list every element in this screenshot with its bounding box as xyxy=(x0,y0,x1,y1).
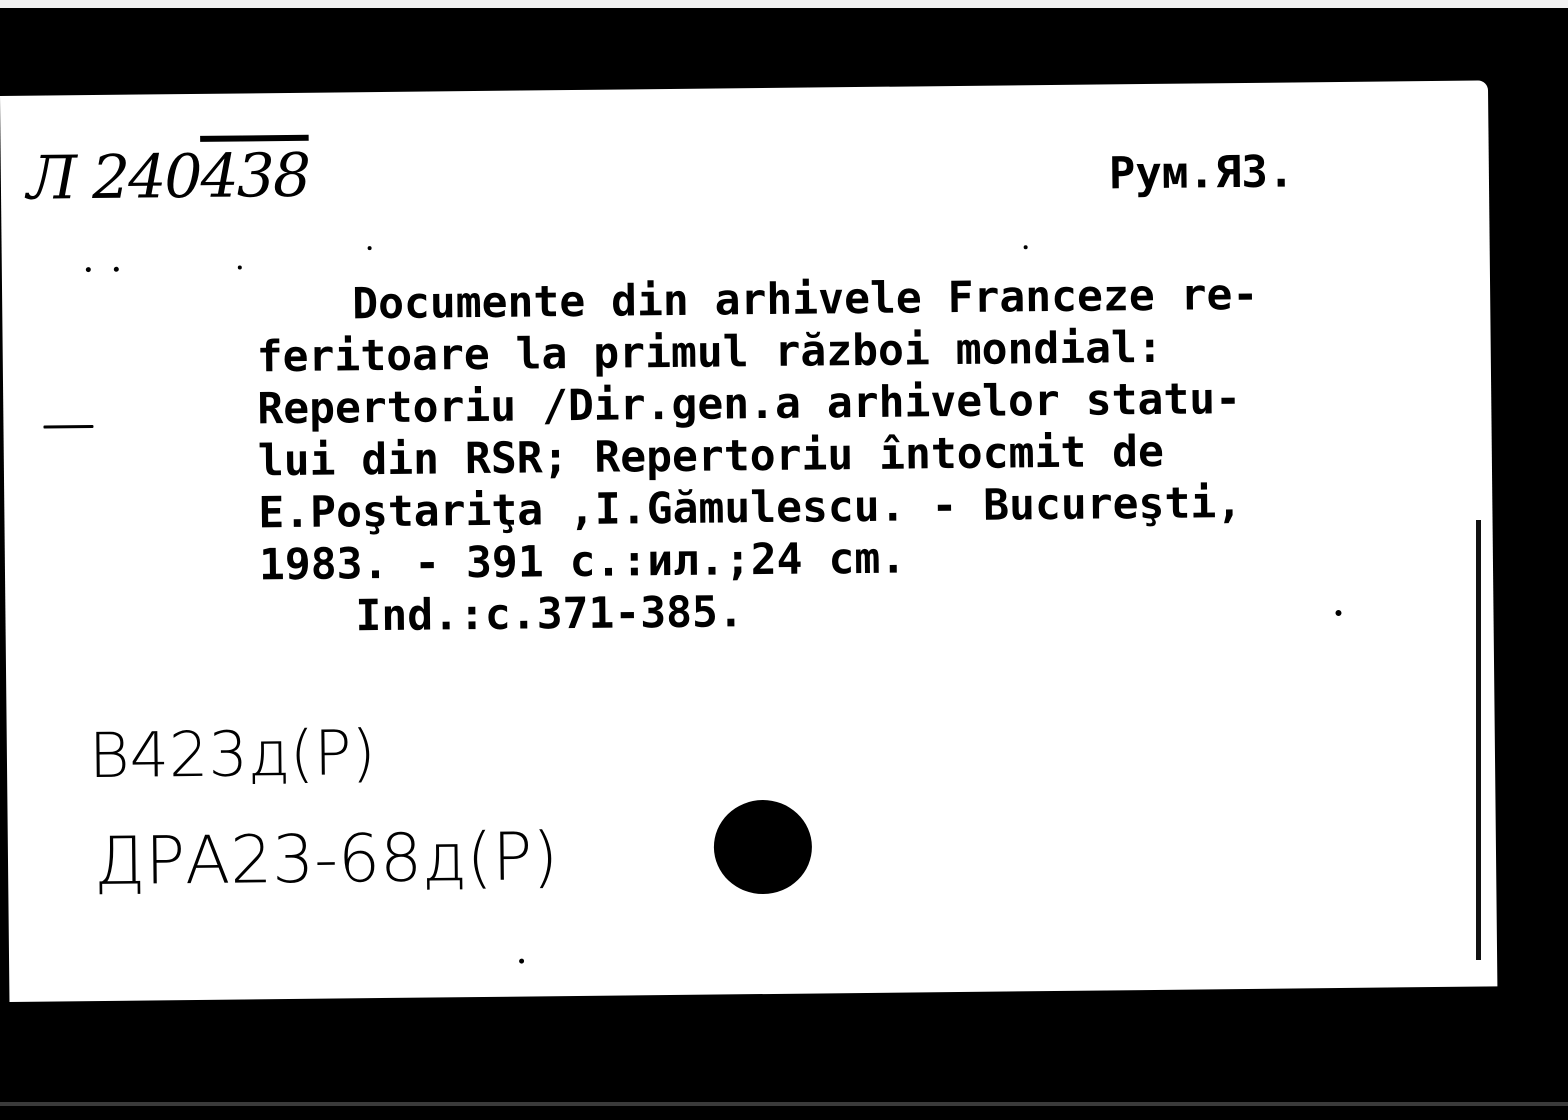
scan-top-border xyxy=(0,0,1568,8)
dust-speck xyxy=(114,267,119,272)
call-number-prefix: Л 240 xyxy=(26,141,201,214)
entry-line: 1983. - 391 с.:ил.;24 cm. xyxy=(258,533,907,591)
dust-speck xyxy=(368,246,372,250)
catalog-card xyxy=(0,80,1497,1002)
entry-line: E.Poştariţa ,I.Gămulescu. - Bucureşti, xyxy=(258,478,1243,539)
dust-speck xyxy=(519,959,524,964)
entry-line: feritoare la primul război mondial: xyxy=(256,322,1164,383)
dust-speck xyxy=(86,267,91,272)
bibliographic-entry xyxy=(256,267,1450,643)
dust-speck xyxy=(43,425,93,429)
entry-line: Documente din arhivele Franceze re- xyxy=(351,269,1259,330)
ink-blot xyxy=(713,800,812,895)
card-edge-shadow xyxy=(1476,520,1481,960)
classification-code-2: ДРА23-68д(Р) xyxy=(93,818,559,901)
entry-line: Repertoriu /Dir.gen.a arhivelor statu- xyxy=(257,374,1242,435)
classification-code-1: В423д(Р) xyxy=(88,716,376,793)
dust-speck xyxy=(1335,610,1341,616)
dust-speck xyxy=(1024,245,1028,249)
call-number xyxy=(27,141,310,214)
shelf-mark: Рум.Я3. xyxy=(1108,146,1295,200)
entry-line: lui din RSR; Repertoriu întocmit de xyxy=(257,426,1165,487)
dust-speck xyxy=(238,265,242,269)
entry-line: Ind.:c.371-385. xyxy=(355,587,745,642)
call-number-suffix: 438 xyxy=(200,140,310,212)
scan-bottom-border xyxy=(0,1102,1568,1106)
